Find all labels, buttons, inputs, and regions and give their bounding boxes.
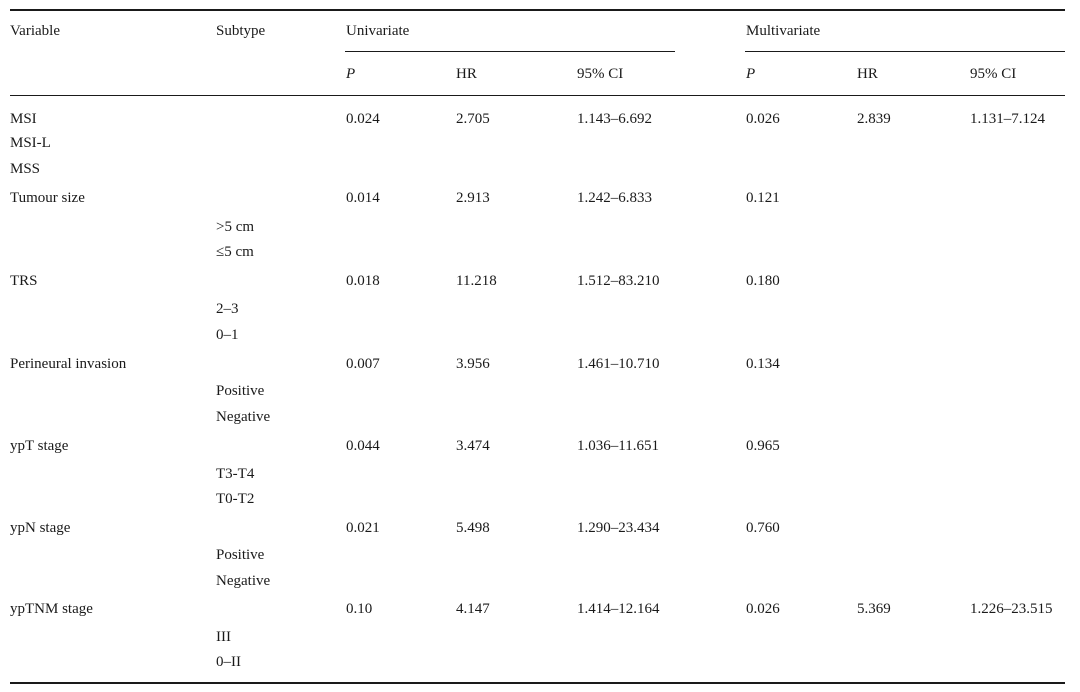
header-univariate-ci: 95% CI bbox=[577, 66, 624, 82]
row-subtype: Positive bbox=[216, 383, 265, 399]
row-univariate-ci: 1.242–6.833 bbox=[577, 190, 652, 206]
row-univariate-ci: 1.290–23.434 bbox=[577, 520, 660, 536]
row-multivariate-ci: 1.226–23.515 bbox=[970, 601, 1053, 617]
row-multivariate-p: 0.134 bbox=[746, 356, 780, 372]
row-multivariate-ci: 1.131–7.124 bbox=[970, 111, 1045, 127]
row-univariate-hr: 3.474 bbox=[456, 438, 490, 454]
header-multivariate-ci: 95% CI bbox=[970, 66, 1017, 82]
row-subtype: ≤5 cm bbox=[216, 244, 254, 260]
row-subtype: Negative bbox=[216, 409, 271, 425]
row-univariate-ci: 1.461–10.710 bbox=[577, 356, 660, 372]
row-univariate-p: 0.044 bbox=[346, 438, 380, 454]
row-subtype: Negative bbox=[216, 573, 271, 589]
row-subtype: T3-T4 bbox=[216, 466, 255, 482]
row-variable: ypT stage bbox=[10, 438, 69, 454]
header-multivariate-p: P bbox=[746, 66, 756, 82]
row-variable: MSI bbox=[10, 111, 37, 127]
row-univariate-hr: 4.147 bbox=[456, 601, 490, 617]
row-multivariate-p: 0.760 bbox=[746, 520, 780, 536]
row-multivariate-p: 0.121 bbox=[746, 190, 780, 206]
header-univariate: Univariate bbox=[346, 23, 410, 39]
header-univariate-p: P bbox=[346, 66, 356, 82]
row-subtype: 0–1 bbox=[216, 327, 239, 343]
row-variable: ypTNM stage bbox=[10, 601, 93, 617]
row-multivariate-p: 0.965 bbox=[746, 438, 780, 454]
row-subtype: Positive bbox=[216, 547, 265, 563]
row-univariate-p: 0.10 bbox=[346, 601, 373, 617]
multivariate-underline bbox=[745, 51, 1065, 52]
row-univariate-p: 0.014 bbox=[346, 190, 380, 206]
header-subtype: Subtype bbox=[216, 23, 266, 39]
row-variable: TRS bbox=[10, 273, 38, 289]
row-subtype: III bbox=[216, 629, 231, 645]
row-univariate-ci: 1.143–6.692 bbox=[577, 111, 652, 127]
row-univariate-hr: 5.498 bbox=[456, 520, 490, 536]
row-subtype: MSS bbox=[10, 161, 41, 177]
header-univariate-hr: HR bbox=[456, 66, 477, 82]
row-variable: Tumour size bbox=[10, 190, 85, 206]
row-univariate-p: 0.007 bbox=[346, 356, 380, 372]
row-univariate-hr: 2.705 bbox=[456, 111, 490, 127]
row-univariate-ci: 1.036–11.651 bbox=[577, 438, 659, 454]
row-univariate-p: 0.018 bbox=[346, 273, 380, 289]
row-univariate-p: 0.021 bbox=[346, 520, 380, 536]
univariate-underline bbox=[345, 51, 675, 52]
row-multivariate-p: 0.026 bbox=[746, 601, 780, 617]
header-variable: Variable bbox=[10, 23, 60, 39]
row-subtype: 0–II bbox=[216, 654, 241, 670]
table-header-rule bbox=[10, 95, 1065, 96]
row-variable: ypN stage bbox=[10, 520, 71, 536]
row-multivariate-hr: 5.369 bbox=[857, 601, 891, 617]
header-multivariate-hr: HR bbox=[857, 66, 878, 82]
row-multivariate-p: 0.026 bbox=[746, 111, 780, 127]
row-univariate-hr: 2.913 bbox=[456, 190, 490, 206]
row-univariate-hr: 3.956 bbox=[456, 356, 490, 372]
table-top-rule bbox=[10, 9, 1065, 11]
row-variable: Perineural invasion bbox=[10, 356, 127, 372]
row-multivariate-p: 0.180 bbox=[746, 273, 780, 289]
row-univariate-ci: 1.414–12.164 bbox=[577, 601, 660, 617]
row-univariate-hr: 11.218 bbox=[456, 273, 497, 289]
row-subtype: >5 cm bbox=[216, 219, 255, 235]
row-subtype: T0-T2 bbox=[216, 491, 255, 507]
row-univariate-p: 0.024 bbox=[346, 111, 380, 127]
row-multivariate-hr: 2.839 bbox=[857, 111, 891, 127]
row-univariate-ci: 1.512–83.210 bbox=[577, 273, 660, 289]
row-subtype: MSI-L bbox=[10, 135, 51, 151]
table-bottom-rule bbox=[10, 682, 1065, 684]
header-multivariate: Multivariate bbox=[746, 23, 821, 39]
row-subtype: 2–3 bbox=[216, 301, 239, 317]
